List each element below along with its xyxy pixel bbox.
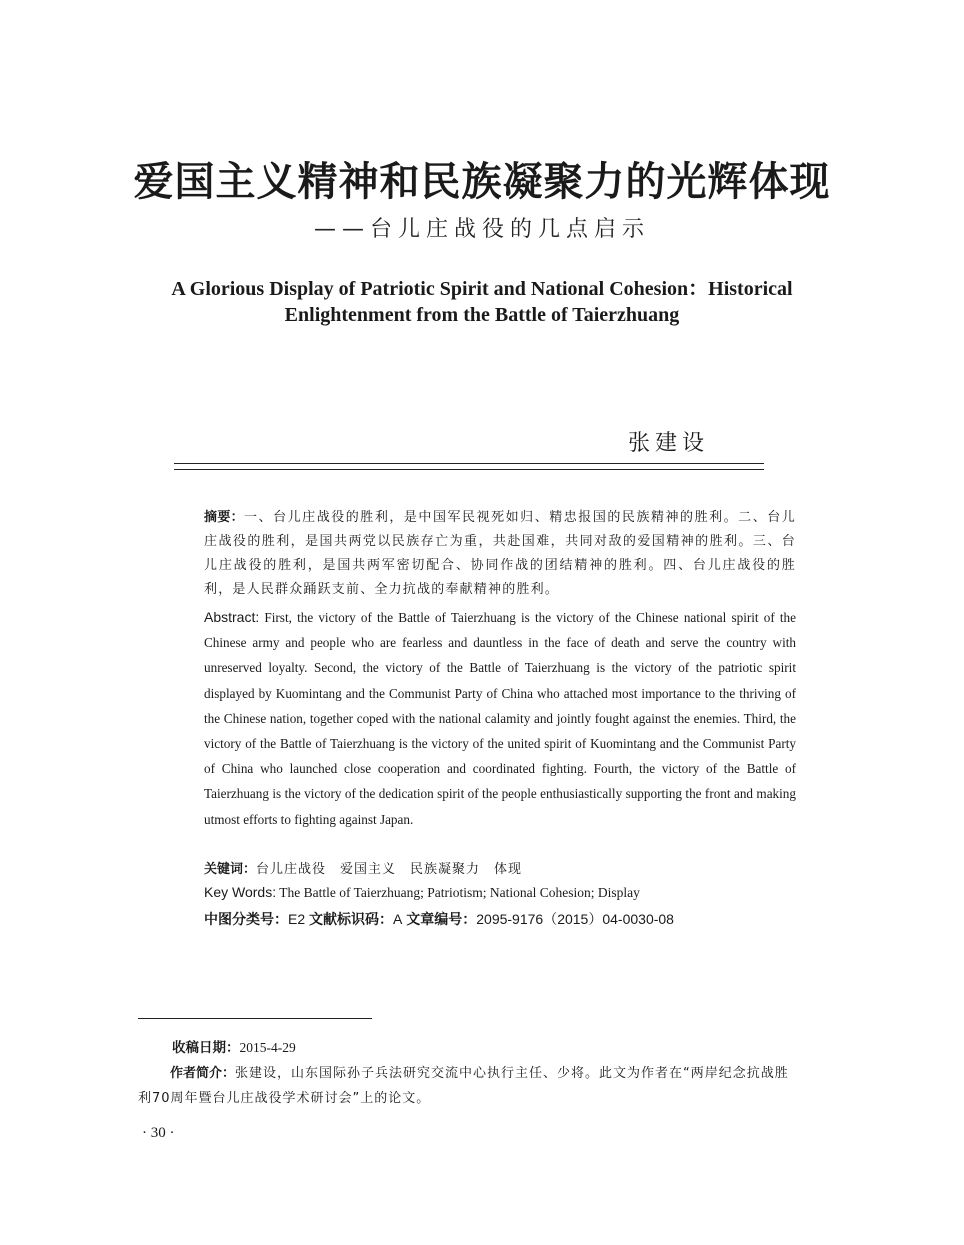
header-rule-top xyxy=(174,463,764,464)
paper-title-cn: 爱国主义精神和民族凝聚力的光辉体现 xyxy=(133,159,831,205)
abstract-cn-label: 摘要： xyxy=(204,509,245,524)
title-en-line-2: Enlightenment from the Battle of Taierzhuang xyxy=(284,304,680,326)
classification-line xyxy=(172,909,796,929)
article-number-value: 2095-9176（2015）04-0030-08 xyxy=(476,911,674,927)
abstract-cn-text: 一、台儿庄战役的胜利，是中国军民视死如归、精忠报国的民族精神的胜利。二、台儿庄战役的胜利，是国共两党以民族存亡为重，共赴国难，共同对敌的爱国精神的胜利。三、台儿庄战役的胜利，是国共两军密切配合、协同作战的团结精神的胜利。四、台儿庄战役的胜利，是人民群众踊跃支前、全力抗战的奉献精神的胜利。 xyxy=(204,510,796,597)
keywords-cn-text: 台儿庄战役 爱国主义 民族凝聚力 体现 xyxy=(256,862,523,877)
abstract-en xyxy=(172,605,796,832)
author-name: 张建设 xyxy=(628,431,710,456)
received-value: 2015-4-29 xyxy=(239,1040,296,1055)
keywords-en-text: The Battle of Taierzhuang; Patriotism; National Cohesion; Display xyxy=(279,885,640,900)
page-number: · 30 · xyxy=(142,1125,175,1141)
paper-title-en xyxy=(110,276,854,328)
keywords-cn-label: 关键词： xyxy=(204,861,257,876)
keywords-en xyxy=(172,884,796,901)
abstract-en-text: First, the victory of the Battle of Taierzhuang is the victory of the Chinese national spirit of the Chinese army and people who are fearless and dauntless in the face of death and serve the country with unreserved loyalty. Second, the victory of the Battle of Taierzhuang is the victory of the patriotic spirit displayed by Kuomintang and the Communist Party of China who attached most importance to the thriving of the Chinese nation, together coped with the national calamity and jointly fought against the enemies. Third, the victory of the Battle of Taierzhuang is the victory of the united spirit of Kuomintang and the Communist Party of China who launched close cooperation and coordinated fighting. Fourth, the victory of the Battle of Taierzhuang is the victory of the dedication spirit of the people enthusiastically supporting the front and making utmost efforts to fighting against Japan. xyxy=(204,610,797,827)
clc-label: 中图分类号： xyxy=(204,911,288,927)
footnote-rule xyxy=(138,1018,372,1019)
doc-code-value: A xyxy=(393,911,403,927)
keywords-cn xyxy=(172,858,796,877)
abstract-cn xyxy=(172,505,796,602)
title-en-line-1: A Glorious Display of Patriotic Spirit and National Cohesion：Historical xyxy=(171,278,793,300)
paper-subtitle-cn: ——台儿庄战役的几点启示 xyxy=(313,217,650,242)
received-label: 收稿日期： xyxy=(172,1040,240,1055)
received-date xyxy=(172,1036,296,1056)
keywords-en-label: Key Words: xyxy=(204,884,277,900)
author-bio-text: 张建设，山东国际孙子兵法研究交流中心执行主任、少将。此文为作者在“两岸纪念抗战胜利70周年暨台儿庄战役学术研讨会”上的论文。 xyxy=(138,1066,789,1106)
header-rule-bottom xyxy=(174,469,764,470)
author-bio xyxy=(138,1060,800,1111)
abstract-en-label: Abstract: xyxy=(204,609,260,625)
author-bio-label: 作者简介： xyxy=(170,1065,236,1080)
clc-value: E2 xyxy=(288,911,306,927)
article-number-label: 文章编号： xyxy=(406,911,477,927)
doc-code-label: 文献标识码： xyxy=(309,911,394,927)
